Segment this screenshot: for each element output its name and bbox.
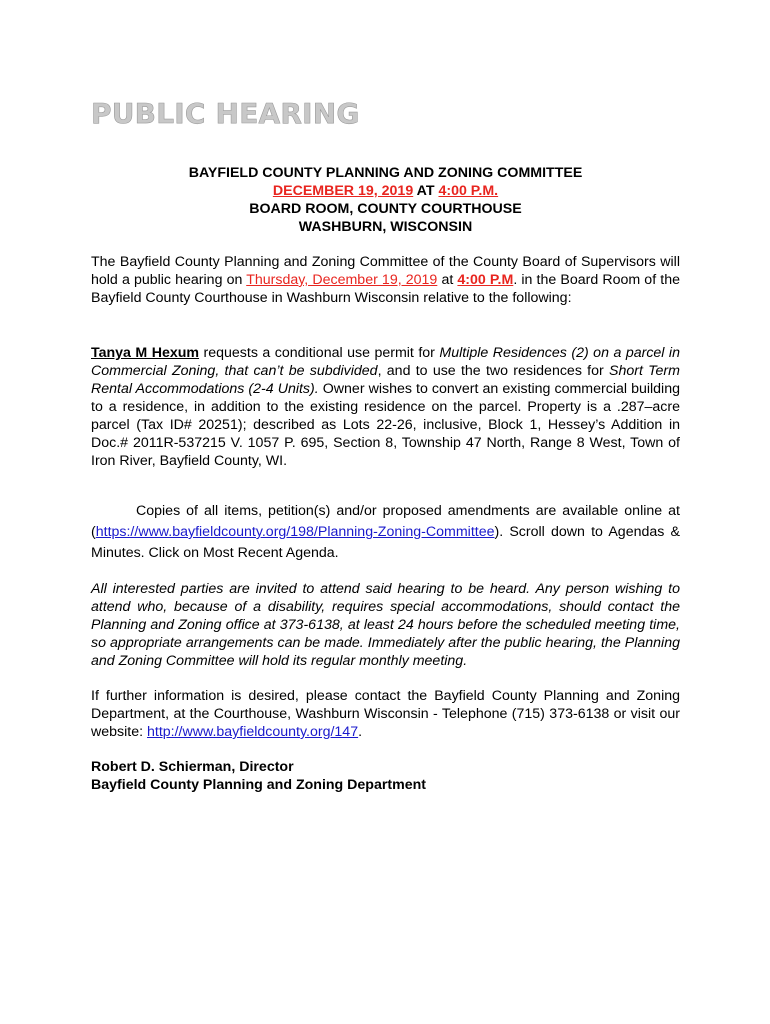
website-link[interactable]: http://www.bayfieldcounty.org/147 <box>147 724 359 740</box>
request-text-3: Owner wishes to convert an existing commercial building to a residence, in addition to the existing residence on the parcel. Property is a .287–acre parcel (Tax ID# 20251); described as Lots 22-26, inclusive, Block 1, Hessey’s Addition in Doc.# 2011R-537215 V. 1057 P. 695, Section 8, Township 47 North, Range 8 West, Town of Iron River, Bayfield County, WI. <box>91 381 680 469</box>
info-text-1: If further information is desired, please contact the Bayfield County Planning and Zoning Department, at the Courthouse, Washburn Wisconsin - Telephone (715) 373-6138 or visit our website: <box>91 688 680 740</box>
request-paragraph <box>91 344 680 470</box>
intro-paragraph <box>91 253 680 307</box>
hearing-at: AT <box>416 183 435 199</box>
applicant-name: Tanya M Hexum <box>91 345 200 361</box>
request-use-1: Multiple Residences (2) on a parcel in Commercial Zoning, that can’t be subdivided <box>91 345 680 379</box>
intro-text-2: . in the Board Room of the Bayfield County Courthouse in Washburn Wisconsin relative to the following: <box>91 272 680 306</box>
document-page <box>91 92 680 794</box>
committee-name: BAYFIELD COUNTY PLANNING AND ZONING COMMITTEE <box>188 165 583 181</box>
intro-time: 4:00 P.M <box>457 272 514 288</box>
hearing-location: BOARD ROOM, COUNTY COURTHOUSE <box>249 201 522 217</box>
info-text-2: . <box>358 724 363 740</box>
hearing-header <box>91 164 680 236</box>
hearing-city: WASHBURN, WISCONSIN <box>298 219 473 235</box>
request-text-1: requests a conditional use permit for <box>199 345 440 361</box>
signature-block <box>91 758 680 794</box>
hearing-datetime <box>91 182 680 200</box>
copies-text-2: ). Scroll down to Agendas & Minutes. Click on Most Recent Agenda. <box>91 524 680 561</box>
info-paragraph <box>91 687 680 741</box>
intro-text-1: The Bayfield County Planning and Zoning Committee of the County Board of Supervisors will hold a public hearing on <box>91 254 680 288</box>
page-title: PUBLIC HEARING <box>91 97 360 130</box>
copies-paragraph <box>91 501 680 564</box>
intro-date: Thursday, December 19, 2019 <box>246 272 438 288</box>
copies-text-1: Copies of all items, petition(s) and/or proposed amendments are available online at ( <box>91 503 680 540</box>
request-text-2: , and to use the two residences for <box>377 363 609 379</box>
request-use-2: Short Term Rental Accommodations (2-4 Units). <box>91 363 680 397</box>
hearing-time: 4:00 P.M. <box>438 183 499 199</box>
committee-link[interactable]: https://www.bayfieldcounty.org/198/Planning-Zoning-Committee <box>95 524 495 540</box>
signature-name: Robert D. Schierman, Director <box>91 759 294 775</box>
hearing-date: DECEMBER 19, 2019 <box>272 183 414 199</box>
intro-at: at <box>437 272 458 288</box>
signature-department: Bayfield County Planning and Zoning Department <box>91 777 426 793</box>
invite-paragraph: All interested parties are invited to attend said hearing to be heard. Any person wishing to attend who, because of a disability, requires special accommodations, should contact the Planning and Zoning office at 373-6138, at least 24 hours before the scheduled meeting time, so appropriate arrangements can be made. Immediately after the public hearing, the Planning and Zoning Committee will hold its regular monthly meeting. <box>91 581 680 669</box>
